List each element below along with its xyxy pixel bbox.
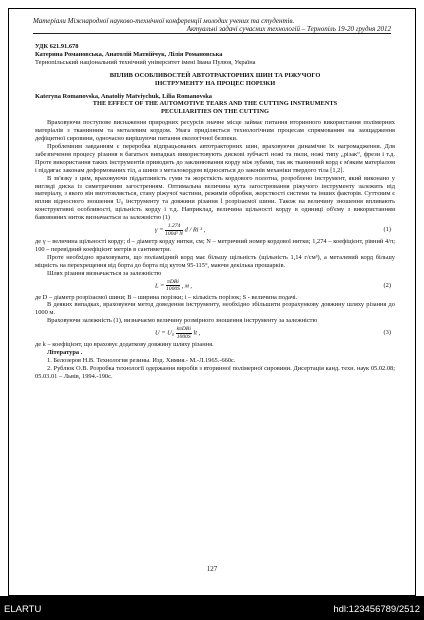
formula-1-lhs: γ = [155, 226, 164, 234]
formula-2-fraction [166, 279, 180, 293]
formula-3-denominator: 1000S [176, 333, 191, 340]
paragraph: Враховуючи залежність (1), визначаємо величину розмірного зношення інструменту за залежністю [47, 317, 318, 325]
formula-2-number: (2) [383, 281, 391, 289]
article-body [35, 43, 395, 381]
paragraph: де γ – величина щільності корду; d – діаметр корду нитки, см; N – метричний номер кордової нитки; 1,274 – коефіцієнт, рівний 4/π; 100 – перевідний коефіцієнт метрів в сантиметри. [35, 238, 395, 253]
paragraph: Шлях різання визначається за залежністю [47, 269, 162, 277]
formula-1-fraction [165, 223, 183, 237]
formula-2-tail: , м , [181, 282, 193, 290]
paragraph: де k – коефіцієнт, що враховує додаткову довжину шляху різання. [35, 341, 214, 349]
formula-1-denominator: 100d² N [165, 230, 184, 237]
formula-3-tail: lt , [193, 329, 201, 337]
document-page [8, 8, 416, 596]
formula-1-numerator: 1.274 [165, 223, 183, 231]
header-line-1: Матеріали Міжнародної науково-технічної конференції молодих учених та студентів. [33, 17, 295, 25]
paragraph: Проте необхідно враховувати, що поліамідний корд має більшу щільність (щільність 1,14 г/см³), а металевий корд більшу міцність на перехрещення від борта до борта під кутом 95-115°, маючи декілька прошарків. [35, 253, 395, 269]
paragraph: Проблемним завданням є переробка відпрацьованих автотракторних шин, враховуючи динамічне їх нагромадження. Для забезпечення процесу різання в багатьох випадках використовують дискові зубчасті ножі та пили, ножі типу „різак“, фрези і т.д. Проте використання таких інструментів приводить до заклинювання корду між зубами, так як тканинний корд є м'яким матеріалом і піддягає законам деформованих тіл, а шини з металокордом відносяться до законів механіки твердого тіла [1,2]. [35, 142, 395, 174]
handle-identifier: hdl:123456789/2512 [333, 604, 420, 615]
conference-header [33, 17, 391, 34]
reference-item: 1. Белозеров Н.В. Технология резины. Изд. Химия.- М.-Л.1965.-660с. [47, 357, 236, 364]
formula-1-tail: d / Ri ³ , [184, 226, 206, 234]
paragraph: де D – діаметр розрізаємої шини; B – ширина порізки; i – кількість порізок; S - величина подачі. [35, 293, 298, 301]
header-line-2: Актуальні задачі сучасних технологій – Тернопіль 19-20 грудня 2012 [186, 25, 391, 33]
formula-3-numerator: kπDBi [176, 326, 191, 333]
authors-ukrainian: Катерина Романовська, Анатолій Матвійчук, Лілія Романовська [35, 50, 223, 58]
formula-1 [35, 222, 395, 238]
formula-3-number: (3) [383, 329, 391, 337]
udk-code: УДК 621.91.678 [35, 43, 79, 50]
formula-3-lhs: U = U₀ [155, 329, 174, 337]
paragraph: Враховуючи поступове виснаження природних ресурсів значне місце займає питання вторинного використання полімерних матеріалів з тканинним та металевим кордом. Увага приділяється технологічним процесам спрямованим на заощадження дефіцитної сировини, одночасно вирішуючи питання екологічної безпеки. [35, 119, 395, 143]
reference-item: 2. Рублюк О.В. Розробка технології одержання виробів з вторинної полімерної сировини. Дисертація канд. техн. наук 05.02.08; 05.03.01 – Львів, 1994.-190с. [35, 364, 395, 380]
repository-footer-bar [0, 596, 424, 620]
repository-name: ELARTU [4, 604, 42, 615]
formula-1-number: (1) [383, 226, 391, 234]
paragraph: В деяких випадках, враховуючи метод доведення інструменту, необхідно збільшити розрахункову довжину шляху різання до 1000 м. [35, 301, 395, 317]
formula-2-numerator: πDBi [167, 278, 179, 285]
formula-2 [35, 278, 395, 294]
title-ukrainian-line-1: ВПЛИВ ОСОБЛИВОСТЕЙ АВТОТРАКТОРНИХ ШИН ТА РІЖУЧОГО [109, 71, 321, 79]
title-english-line-2: PECULIARITIES ON THE CUTTING [160, 108, 270, 116]
authors-english: Kateryna Romanovska, Anatoliy Matviychuk, Lilia Romanovska [35, 92, 213, 100]
formula-2-denominator: 1000S [165, 286, 180, 293]
paragraph: В зв'язку з цим, враховуючи піддатливість гуми та жорсткість кордового полотна, розроблено інструмент, який виконано у вигляді диска із симетричним загостренням. Оптимальна величина кута загострювання ріжучого інструменту залежить від матеріалу, з якого він виготовляється, стану ріжучої частини, режимів обробки, жорсткості системи та інших факторів. Суттєвим є вплив відносного зношення U₀ інструменту та довжини різання l розрізаємої шини. Також на величину зношення впливають конструктивні особливості, щільність корду і т.д. Наприклад, величина щільності корду в одиниці об'єму з використанням бавовняних ниток визначається за залежністю (1) [35, 174, 395, 222]
page-number: 127 [206, 565, 218, 573]
formula-3-fraction [176, 326, 192, 340]
literature-heading: Література . [47, 349, 83, 357]
formula-3 [35, 325, 395, 341]
title-english-line-1: THE EFFECT OF THE AUTOMOTIVE TEARS AND THE CUTTING INSTRUMENTS [92, 100, 338, 108]
formula-2-lhs: L = [155, 282, 165, 290]
title-ukrainian-line-2: ІНСТРУМЕНТУ НА ПРОЦЕС ПОРІЗКИ [154, 79, 276, 87]
affiliation: Тернопільський національний технічний університет імені Івана Пулюя, Україна [35, 58, 256, 66]
